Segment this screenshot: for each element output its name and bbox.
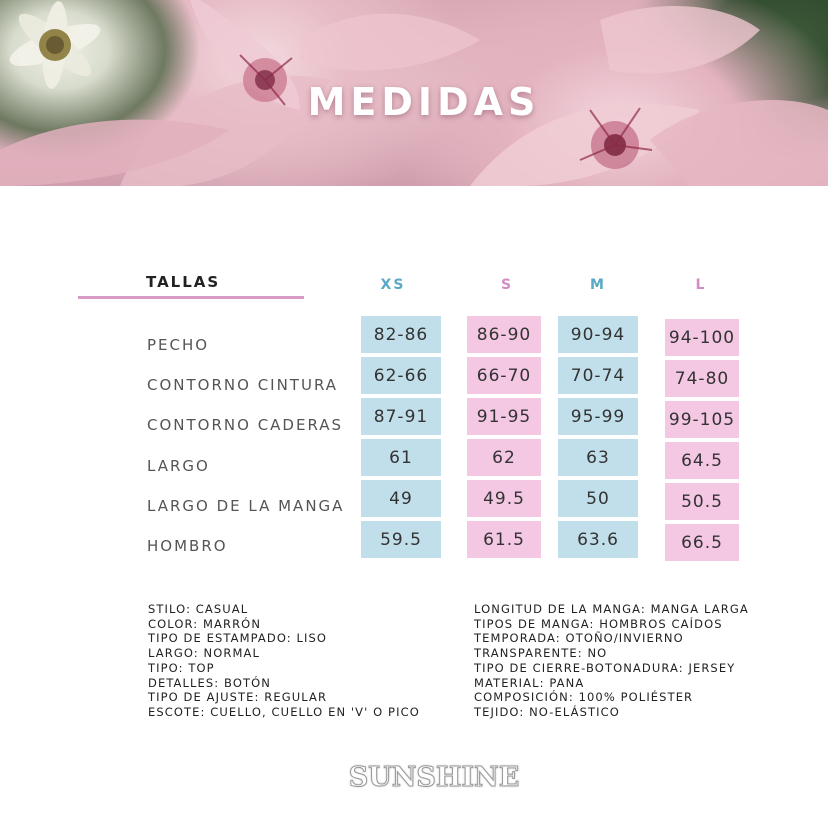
cell-value: 94-100 (665, 319, 739, 356)
cell-value: 74-80 (665, 360, 739, 397)
brand-logo: SUNSHINE (348, 762, 520, 793)
cell-value: 87-91 (361, 398, 441, 435)
cell-value: 59.5 (361, 521, 441, 558)
size-header-l: L (695, 277, 707, 293)
tallas-header: TALLAS (146, 273, 221, 291)
details-right (474, 602, 749, 720)
detail-item: TIPO DE AJUSTE: REGULAR (148, 690, 328, 705)
cell-value: 99-105 (665, 401, 739, 438)
detail-item: TIPO: TOP (148, 660, 215, 675)
cell-value: 82-86 (361, 316, 441, 353)
detail-item: STILO: CASUAL (148, 602, 249, 616)
detail-item: TIPO DE CIERRE-BOTONADURA: JERSEY (474, 660, 736, 675)
size-column-s (467, 316, 541, 558)
cell-value: 50.5 (665, 483, 739, 520)
detail-item: LARGO: NORMAL (148, 646, 260, 661)
detail-item: TIPOS DE MANGA: HOMBROS CAÍDOS (474, 616, 723, 631)
cell-value: 64.5 (665, 442, 739, 479)
cell-value: 49.5 (467, 480, 541, 517)
size-header-xs: XS (380, 277, 406, 293)
cell-value: 90-94 (558, 316, 638, 353)
detail-item: ESCOTE: CUELLO, CUELLO EN 'V' O PICO (148, 704, 420, 719)
details-left (148, 602, 420, 720)
cell-value: 91-95 (467, 398, 541, 435)
cell-value: 66-70 (467, 357, 541, 394)
detail-item: COMPOSICIÓN: 100% POLIÉSTER (474, 690, 694, 705)
cell-value: 61 (361, 439, 441, 476)
size-header-m: M (590, 277, 606, 293)
detail-item: TRANSPARENTE: NO (474, 646, 608, 661)
flower-banner (0, 0, 828, 186)
row-label-contorno-caderas: CONTORNO CADERAS (147, 416, 344, 434)
detail-item: TEMPORADA: OTOÑO/INVIERNO (474, 631, 684, 646)
detail-item: TIPO DE ESTAMPADO: LISO (148, 631, 328, 646)
cell-value: 61.5 (467, 521, 541, 558)
row-label-contorno-cintura: CONTORNO CINTURA (147, 376, 339, 394)
cell-value: 49 (361, 480, 441, 517)
cell-value: 50 (558, 480, 638, 517)
cell-value: 62 (467, 439, 541, 476)
cell-value: 86-90 (467, 316, 541, 353)
detail-item: COLOR: MARRÓN (148, 616, 262, 631)
row-label-largo-manga: LARGO DE LA MANGA (147, 497, 345, 515)
size-column-xs (361, 316, 441, 558)
cell-value: 66.5 (665, 524, 739, 561)
cell-value: 63.6 (558, 521, 638, 558)
detail-item: DETALLES: BOTÓN (148, 675, 271, 690)
detail-item: TEJIDO: NO-ELÁSTICO (474, 704, 620, 719)
size-column-l (665, 319, 739, 561)
header-underline (78, 296, 304, 299)
detail-item: LONGITUD DE LA MANGA: MANGA LARGA (474, 602, 749, 616)
detail-item: MATERIAL: PANA (474, 675, 585, 690)
size-column-m (558, 316, 638, 558)
cell-value: 62-66 (361, 357, 441, 394)
row-label-pecho: PECHO (147, 336, 210, 354)
row-label-largo: LARGO (147, 457, 210, 475)
cell-value: 95-99 (558, 398, 638, 435)
cell-value: 70-74 (558, 357, 638, 394)
size-header-s: S (500, 277, 514, 293)
cell-value: 63 (558, 439, 638, 476)
page-title: MEDIDAS (307, 80, 541, 124)
row-label-hombro: HOMBRO (147, 537, 228, 555)
